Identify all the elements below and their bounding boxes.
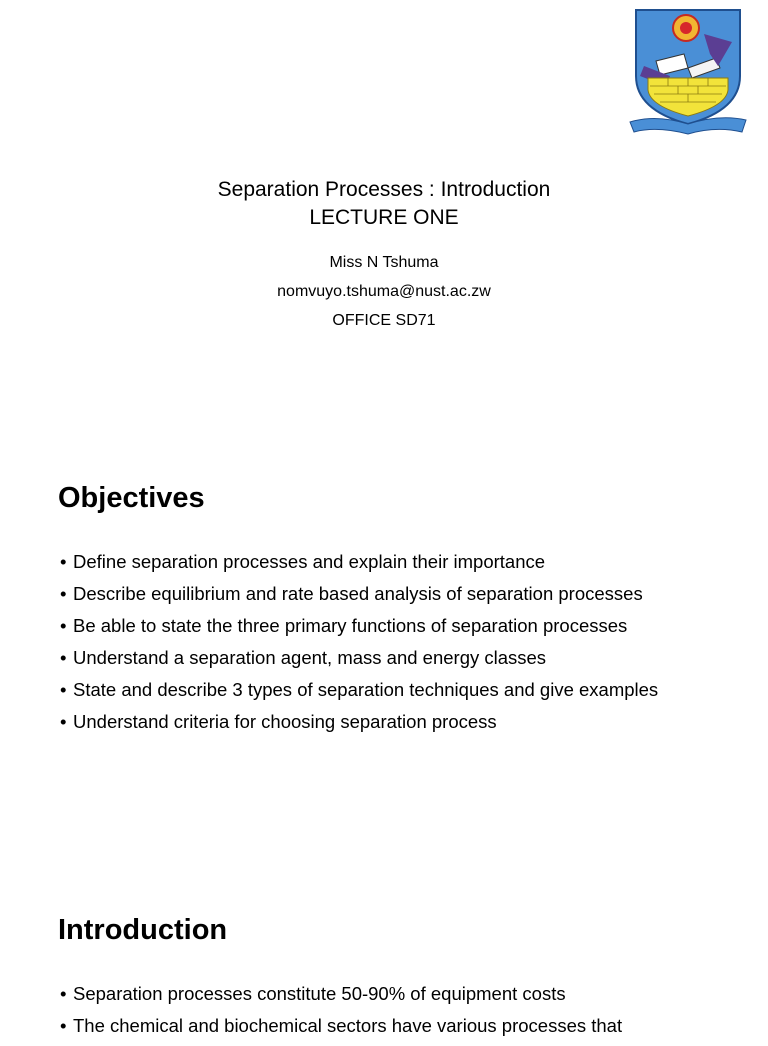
- university-crest-logo: [626, 6, 750, 136]
- list-item: [58, 982, 748, 1006]
- list-item: [58, 582, 748, 606]
- bullet-icon: •: [60, 983, 67, 1004]
- bullet-icon: •: [60, 615, 67, 636]
- slide-subtitle: LECTURE ONE: [309, 206, 459, 229]
- bullet-icon: •: [60, 551, 67, 572]
- presenter-info: [0, 248, 768, 335]
- bullet-icon: •: [60, 711, 67, 732]
- bullet-icon: •: [60, 647, 67, 668]
- list-item: [58, 678, 748, 702]
- bullet-icon: •: [60, 583, 67, 604]
- title-slide: [0, 0, 768, 432]
- introduction-heading: Introduction: [58, 914, 228, 946]
- list-item-text: Describe equilibrium and rate based analysis of separation processes: [73, 583, 643, 604]
- slide-title: Separation Processes : Introduction: [217, 178, 551, 201]
- list-item-text: Separation processes constitute 50-90% of equipment costs: [73, 983, 566, 1004]
- objectives-heading: Objectives: [58, 482, 205, 514]
- list-item-text: State and describe 3 types of separation techniques and give examples: [73, 679, 659, 700]
- lecturer-email: nomvuyo.tshuma@nust.ac.zw: [277, 283, 491, 300]
- objectives-slide: [0, 432, 768, 864]
- list-item: [58, 710, 748, 734]
- lecturer-office: OFFICE SD71: [332, 312, 436, 329]
- list-item-text: The chemical and biochemical sectors have various processes that: [73, 1015, 623, 1036]
- introduction-slide: [0, 864, 768, 1036]
- list-item: [58, 550, 748, 574]
- bullet-icon: •: [60, 679, 67, 700]
- introduction-list: [58, 982, 748, 1046]
- list-item-text: Define separation processes and explain their importance: [73, 551, 546, 572]
- list-item: [58, 1014, 748, 1038]
- objectives-list: [58, 550, 748, 742]
- list-item-text: Be able to state the three primary functions of separation processes: [73, 615, 628, 636]
- list-item: [58, 646, 748, 670]
- lecturer-name: Miss N Tshuma: [329, 254, 439, 271]
- title-block: [0, 176, 768, 232]
- list-item: [58, 614, 748, 638]
- list-item-text: Understand criteria for choosing separation process: [73, 711, 497, 732]
- list-item-text: Understand a separation agent, mass and energy classes: [73, 647, 547, 668]
- bullet-icon: •: [60, 1015, 67, 1036]
